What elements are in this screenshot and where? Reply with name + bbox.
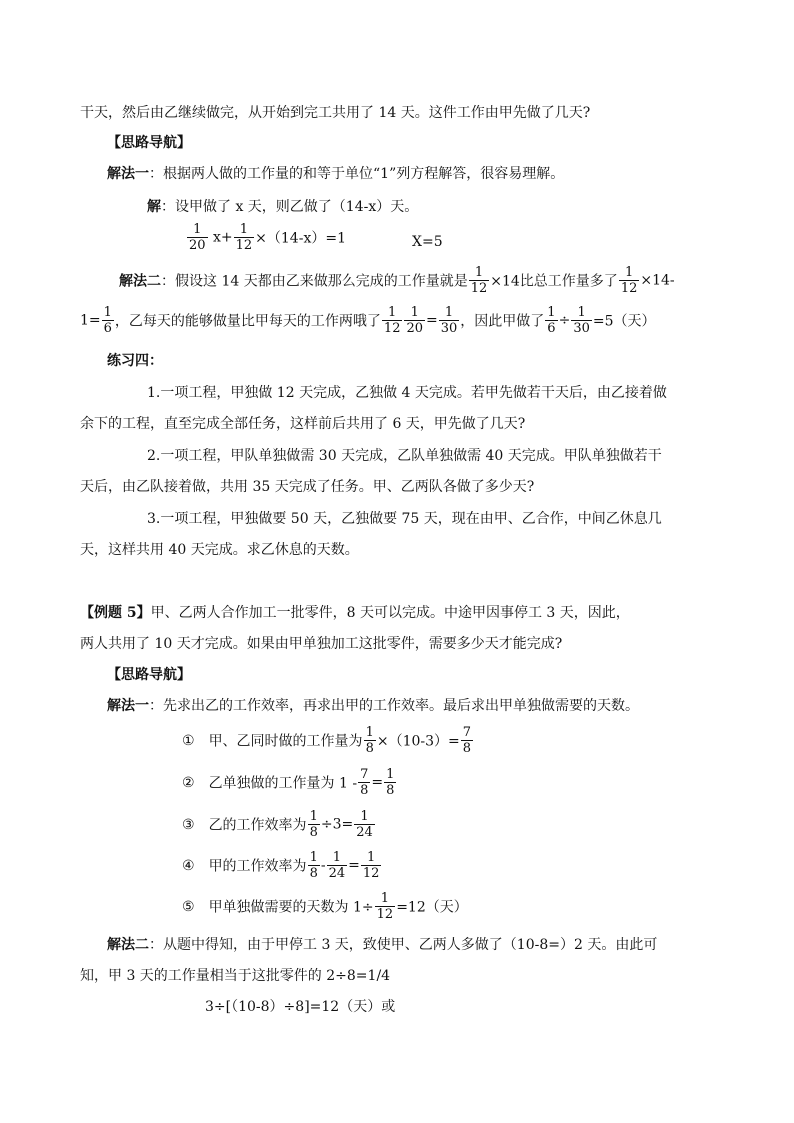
method-text: = [426,312,438,329]
equation-answer: X=5 [412,234,443,250]
example-text: 甲、乙两人合作加工一批零件，8 天可以完成。中途甲因事停工 3 天，因此， [150,605,630,621]
step-number: ④ [182,857,195,874]
fraction: $\frac{1}{30}$ [573,305,590,336]
step-line [182,767,397,798]
step-text: 甲的工作效率为 [208,858,307,875]
method-text: ×14- [640,272,675,289]
fraction: $\frac{1}{8}$ [309,850,318,881]
method-text: ，因此甲做了 [460,313,545,330]
method-text: 1= [80,312,101,329]
step-text: ×（10-3）= [376,733,460,750]
fraction: $\frac{7}{8}$ [360,767,369,798]
step-text: 乙的工作效率为 [208,817,307,834]
fraction: $\frac{1}{6}$ [103,305,112,336]
method-label: 解法一 [107,166,149,182]
step-line [182,850,382,881]
method-label: 解法二 [107,937,149,953]
fraction: $\frac{1}{8}$ [309,809,318,840]
fraction: $\frac{1}{24}$ [356,809,373,840]
method-one-line [107,696,639,716]
fraction: $\frac{1}{6}$ [547,305,556,336]
fraction: $\frac{1}{12}$ [235,222,253,253]
method-two-line [107,935,657,955]
method-text: ×14比总工作量多了 [490,273,618,290]
fraction: $\frac{1}{8}$ [365,725,374,756]
method-label: 解法二 [119,273,161,290]
step-number: ② [182,774,195,791]
step-line [182,809,376,840]
exercise-line: 余下的工程，直至完成全部任务，这样前后共用了 6 天，甲先做了几天? [80,416,526,432]
exercise-line: 天后，由乙队接着做，共用 35 天完成了任务。甲、乙两队各做了多少天? [80,479,535,495]
fraction: $\frac{1}{12}$ [376,891,394,922]
equation-text: x+ [208,229,233,246]
exercise-four-title: 练习四： [107,353,163,369]
step-text: =12（天） [396,899,468,916]
exercise-line: 天，这样共用 40 天完成。求乙休息的天数。 [80,542,359,558]
method-text: ，乙每天的能够做量比甲每天的工作两哦了 [114,313,381,330]
fraction: $\frac{1}{20}$ [189,222,206,253]
exercise-line: 2.一项工程，甲队单独做需 30 天完成，乙队单独做需 40 天完成。甲队单独做若干 [147,448,662,464]
solution-setup-line [147,197,418,217]
fraction: $\frac{7}{8}$ [462,725,472,756]
step-line [182,725,474,756]
exercise-line: 1.一项工程，甲独做 12 天完成，乙独做 4 天完成。若甲先做若干天后，由乙接着做 [147,385,667,401]
method-label: 解法一 [107,698,149,714]
section-heading-thinking: 【思路导航】 [107,135,191,151]
method-text: ÷ [558,312,571,329]
section-heading-thinking: 【思路导航】 [107,667,191,683]
step-text: 乙单独做的工作量为 1 - [208,775,358,792]
method-text: ：先求出乙的工作效率，再求出甲的工作效率。最后求出甲单独做需要的天数。 [149,698,639,714]
fraction: $\frac{1}{8}$ [386,767,395,798]
step-text: = [348,857,360,874]
method-text: ：根据两人做的工作量的和等于单位“1”列方程解答，很容易理解。 [149,166,565,182]
solution-label: 解 [147,199,161,215]
exercise-line: 3.一项工程，甲独做要 50 天，乙独做要 75 天，现在由甲、乙合作，中间乙休息几 [147,511,662,527]
equation-line [186,222,346,253]
step-text: 甲、乙同时做的工作量为 [208,733,363,750]
method-two-continuation: 知，甲 3 天的工作量相当于这批零件的 2÷8=1/4 [80,968,391,984]
equation-text: ×（14-x）=1 [255,230,346,247]
method-two-continuation [80,305,656,336]
method-text: ：从题中得知，由于甲停工 3 天，致使甲、乙两人多做了（10-8=）2 天。由此可 [149,937,658,953]
step-text: 甲单独做需要的天数为 1÷ [208,899,374,916]
solution-text: ：设甲做了 x 天，则乙做了（14-x）天。 [161,199,419,215]
fraction: $\frac{1}{24}$ [328,850,346,881]
method-text: =5（天） [592,313,656,330]
fraction: $\frac{1}{20}$ [406,305,424,336]
method-two-formula: 3÷[（10-8）÷8]=12（天）或 [205,999,396,1015]
example-five-line [80,603,630,623]
step-number: ③ [182,816,195,833]
step-text: ÷3= [320,816,354,833]
example-five-line: 两人共用了 10 天才完成。如果由甲单独加工这批零件，需要多少天才能完成? [80,636,563,652]
method-two-line [119,265,675,296]
fraction: $\frac{1}{12}$ [383,305,401,336]
step-number: ⑤ [182,898,195,915]
problem-continuation: 干天，然后由乙继续做完，从开始到完工共用了 14 天。这件工作由甲先做了几天? [80,105,591,121]
step-line [182,891,468,922]
step-text: - [320,857,326,874]
step-number: ① [182,732,195,749]
fraction: $\frac{1}{12}$ [362,850,380,881]
fraction: $\frac{1}{30}$ [440,305,458,336]
method-text: ：假设这 14 天都由乙来做那么完成的工作量就是 [161,273,468,290]
method-one-line [107,164,564,184]
step-text: = [371,774,384,791]
fraction: $\frac{1}{12}$ [620,265,638,296]
fraction: $\frac{1}{12}$ [470,265,488,296]
example-tag: 【例题 5】 [80,605,151,621]
